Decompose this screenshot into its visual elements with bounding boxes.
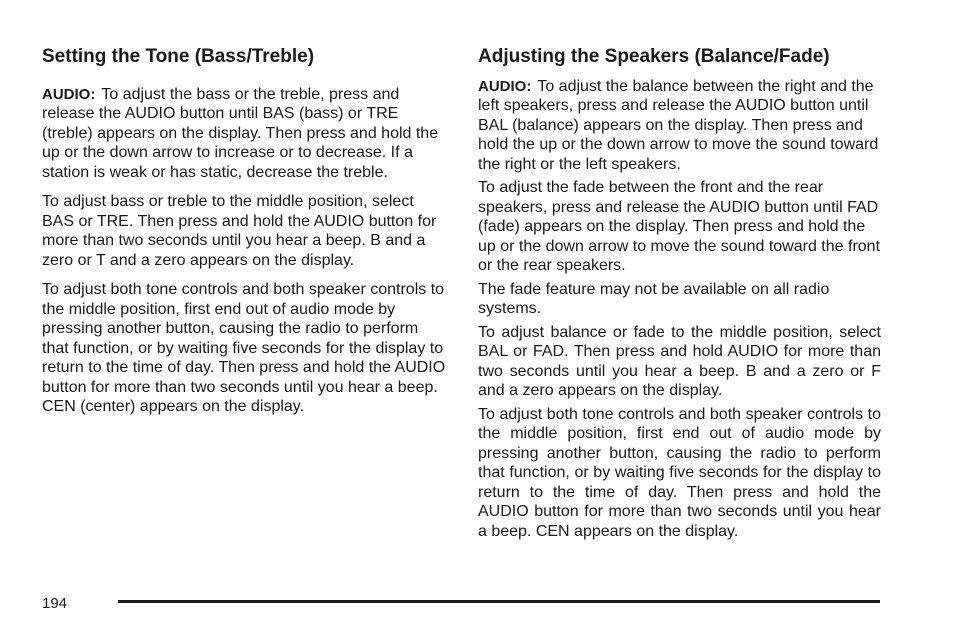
left-column <box>42 44 446 427</box>
tone-middle-paragraph: To adjust bass or treble to the middle position, select BAS or TRE. Then press and hold the AUDIO button for more than two seconds until you hear a beep. B and a zero or T and a zero appears on the display. <box>42 193 437 269</box>
tone-audio-text: To adjust the bass or the treble, press and release the AUDIO button until BAS (bass) or TRE (treble) appears on the display. Then press and hold the up or the down arrow to increase or to decrease. If a station is weak or has static, decrease the treble. <box>42 85 439 181</box>
fade-paragraph: To adjust the fade between the front and the rear speakers, press and release the AUDIO button until FAD (fade) appears on the display. Then press and hold the up or the down arrow to move the sound toward the front or the rear speakers. <box>478 179 881 275</box>
balance-audio-text: To adjust the balance between the right and the left speakers, press and release the AUDIO button until BAL (balance) appears on the display. Then press and hold the up or the down arrow to move the sound toward the right or the left speakers. <box>478 77 879 173</box>
balance-audio-paragraph <box>478 77 881 175</box>
tone-audio-paragraph <box>42 85 446 183</box>
fade-availability-paragraph: The fade feature may not be available on all radio systems. <box>478 280 830 318</box>
right-column <box>478 44 881 545</box>
page-number: 194 <box>42 595 68 612</box>
tone-audio-label: AUDIO: <box>42 85 96 103</box>
tone-center-paragraph: To adjust both tone controls and both speaker controls to the middle position, first end out of audio mode by pressing another button, causing the radio to perform that function, or by waiting five seconds for the display to return to the time of day. Then press and hold the AUDIO button for more than two seconds until you hear a beep. CEN (center) appears on the display. <box>42 281 446 416</box>
tone-section-heading: Setting the Tone (Bass/Treble) <box>42 46 315 67</box>
footer-rule <box>118 600 880 603</box>
speaker-center-paragraph: To adjust both tone controls and both speaker controls to the middle position, first end out of audio mode by pressing another button, causing the radio to perform that function, or by waiting five seconds for the display to return to the time of day. Then press and hold the AUDIO button for more than two seconds until you hear a beep. CEN appears on the display. <box>478 405 881 540</box>
speakers-section-heading: Adjusting the Speakers (Balance/Fade) <box>478 46 830 67</box>
balance-audio-label: AUDIO: <box>478 77 532 95</box>
balance-middle-paragraph: To adjust balance or fade to the middle position, select BAL or FAD. Then press and hold AUDIO for more than two seconds until you hear a beep. B and a zero or F and a zero appears on the display. <box>478 323 881 400</box>
